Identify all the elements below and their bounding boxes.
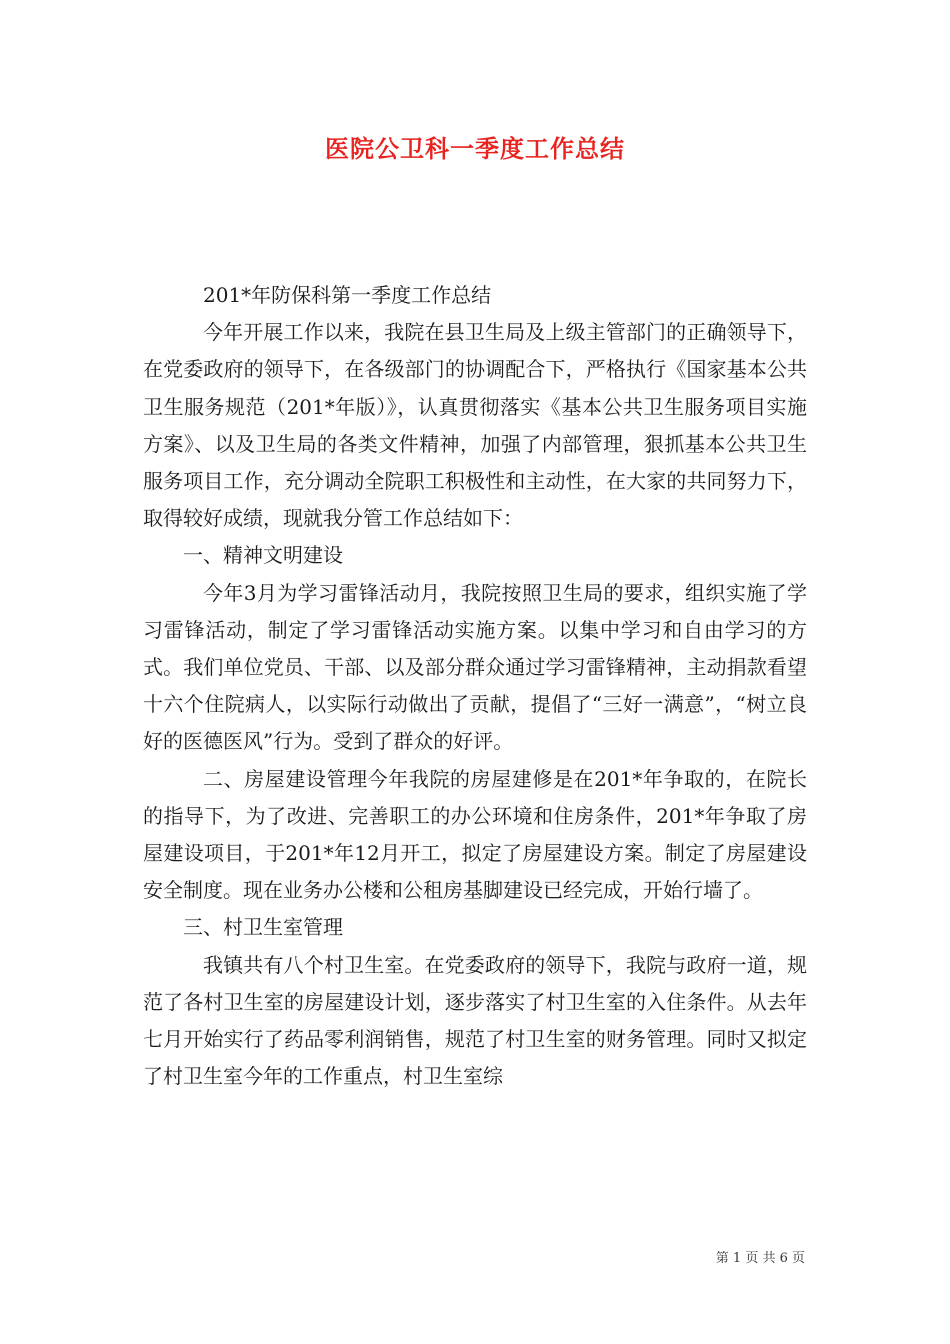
- document-body: [143, 277, 807, 1095]
- paragraph-section-3: 我镇共有八个村卫生室。在党委政府的领导下，我院与政府一道，规范了各村卫生室的房屋建设计划，逐步落实了村卫生室的入住条件。从去年七月开始实行了药品零利润销售，规范了村卫生室的财务管理。同时又拟定了村卫生室今年的工作重点，村卫生室综: [143, 952, 807, 1089]
- section-heading-1: 一、精神文明建设: [183, 543, 343, 568]
- paragraph-section-2: 二、房屋建设管理今年我院的房屋建修是在201*年争取的，在院长的指导下，为了改进、完善职工的办公环境和住房条件，201*年争取了房屋建设项目，于201*年12月开工，拟定了房屋建设方案。制定了房屋建设安全制度。现在业务办公楼和公租房基脚建设已经完成，开始行墙了。: [143, 766, 807, 903]
- document-title: 医院公卫科一季度工作总结: [325, 134, 625, 163]
- page-number-footer: 第 1 页 共 6 页: [715, 1251, 805, 1266]
- paragraph-section-1: 今年3月为学习雷锋活动月，我院按照卫生局的要求，组织实施了学习雷锋活动，制定了学习雷锋活动实施方案。以集中学习和自由学习的方式。我们单位党员、干部、以及部分群众通过学习雷锋精神，主动捐款看望十六个住院病人，以实际行动做出了贡献，提倡了“三好一满意”，“树立良好的医德医风”行为。受到了群众的好评。: [143, 580, 807, 754]
- paragraph-intro: 今年开展工作以来，我院在县卫生局及上级主管部门的正确领导下，在党委政府的领导下，在各级部门的协调配合下，严格执行《国家基本公共卫生服务规范（201*年版）》，认真贯彻落实《基本公共卫生服务项目实施方案》、以及卫生局的各类文件精神，加强了内部管理，狠抓基本公共卫生服务项目工作，充分调动全院职工积极性和主动性，在大家的共同努力下，取得较好成绩，现就我分管工作总结如下：: [143, 320, 807, 531]
- section-heading-3: 三、村卫生室管理: [183, 915, 343, 940]
- paragraph-subtitle: 201*年防保科第一季度工作总结: [203, 283, 492, 307]
